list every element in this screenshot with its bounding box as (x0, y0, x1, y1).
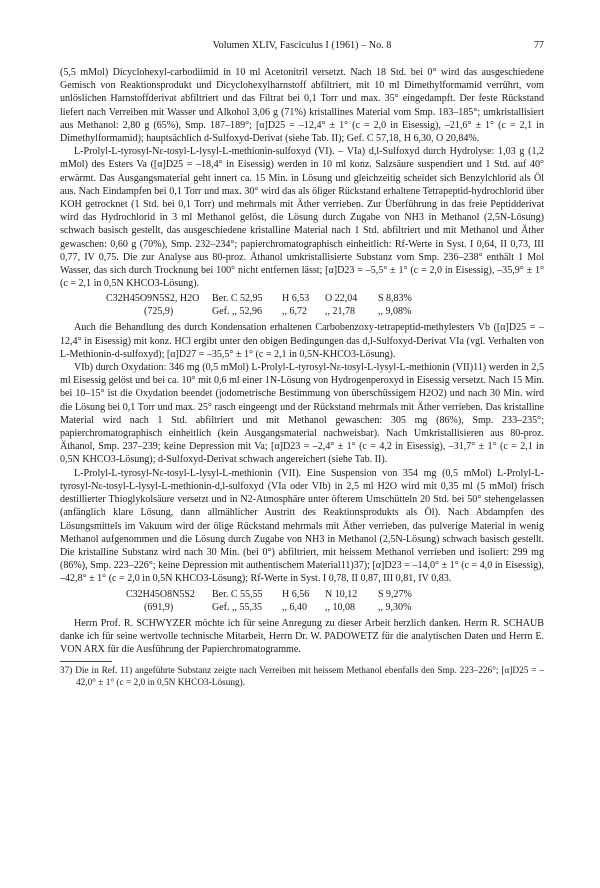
analysis-1-ber-c: Ber. C 52,95 (212, 293, 263, 305)
paragraph-dicyclohexyl: (5,5 mMol) Dicyclohexyl-carbodiimid in 10 ml Acetonitril versetzt. Nach 18 Std. bei 0° wird das ausgeschiedene Gemisch von Reaktionsprodukt und Dicyclohexylharnstoff abfiltriert, mit 10 ml Dimethylformamid verrührt, vom unlöslichen Harnstoffderivat abfiltriert und das Filtrat bei 0,1 Torr und max. 35° eingedampft. Der feste Rückstand liefert nach Verreiben mit Wasser und Alkohol 3,06 g (71%) kristallines Material vom Smp. 183–185°; umkristallisiert aus Methanol: 2,80 g (65%), Smp. 187–189°; [α]D25 = –12,4° ± 1° (c = 2,0 in Eisessig), –21,6° ± 1° (c = 2,1 in Dimethylformamid); hauptsächlich d-Sulfoxyd-Derivat (siehe Tab. II); Gef. C 57,18, H 6,30, O 20,84%. (60, 67, 544, 145)
analysis-1-mw: (725,9) (144, 306, 174, 318)
analysis-1-gef-h: ,, 6,72 (282, 306, 307, 318)
analysis-2-ber-n: N 10,12 (325, 588, 358, 600)
paragraph-methionin-vii: L-Prolyl-L-tyrosyl-Nε-tosyl-L-lysyl-L-methionin (VII). Eine Suspension von 354 mg (0,5 mMol) L-Prolyl-L-tyrosyl-Nε-tosyl-L-lysyl-L-methionin-d,l-sulfoxyd (VIa oder VIb) in 2,5 ml H2O wird mit 0,35 ml (5 mMol) frisch destillierter Thioglykolsäure versetzt und in N2-Atmosphäre unter öfterem Umschütteln 20 Std. bei 50° stehengelassen (anfänglich klare Lösung, dann allmählicher Austritt des Reaktionsprodukts als Öl). Nach Abdampfen des Lösungsmittels im Vakuum wird der ölige Rückstand mehrmals mit Äther verrieben, das pulverige Material in wenig Methanol aufgenommen und die Lösung durch Zugabe von NH3 in Methanol (2,5N-Lösung) schwach basisch gestellt. Die kristalline Substanz wird nach 30 Min. (bei 0°) abfiltriert, mit heissem Methanol verrieben und isoliert: 299 mg (86%), Smp. 223–226°; keine Depression mit authentischem Material11)37); [α]D23 = –14,0° ± 1° (c = 4,0 in Eisessig), –42,8° ± 1° (c = 2,0 in 0,5N KHCO3-Lösung); Rf-Werte in Syst. I 0,78, II 0,87, III 0,81, IV 0,83. (60, 467, 544, 585)
analysis-1-formula: C32H45O9N5S2, H2O (106, 293, 200, 305)
analysis-2-gef-n: ,, 10,08 (325, 601, 355, 613)
page (60, 40, 544, 689)
analysis-2-ber-c: Ber. C 55,55 (212, 588, 263, 600)
analysis-1-gef-o: ,, 21,78 (325, 306, 355, 318)
analysis-1-gef-s: ,, 9,08% (378, 306, 412, 318)
paragraph-acknowledgements: Herrn Prof. R. SCHWYZER möchte ich für seine Anregung zu dieser Arbeit herzlich danken. Herrn R. SCHAUB danke ich für seine wertvolle technische Mitarbeit, Herrn Dr. W. PADOWETZ für die analytischen Daten und Herrn E. VON ARX für die Ausführung der Papierchromatogramme. (60, 617, 544, 655)
footnote-37: 37) Die in Ref. 11) angeführte Substanz zeigte nach Verreiben mit heissem Methanol ebenfalls den Smp. 223–226°; [α]D25 = –42,0° ± 1° (c = 2,0 in 0,5N KHCO3-Lösung). (60, 666, 544, 689)
journal-volume-line: Volumen XLIV, Fasciculus I (1961) – No. 8 (212, 40, 392, 51)
analysis-2-gef-h: ,, 6,40 (282, 601, 307, 613)
analysis-2-ber-s: S 9,27% (378, 588, 412, 600)
analysis-1-ber-h: H 6,53 (282, 293, 310, 305)
paragraph-sulfoxyd-hydrolyse: L-Prolyl-L-tyrosyl-Nε-tosyl-L-lysyl-L-methionin-sulfoxyd (VI). – VIa) d,l-Sulfoxyd durch Hydrolyse: 1,03 g (1,2 mMol) des Esters Va ([α]D25 = –18,4° in Eisessig) werden in 10 ml konz. Salzsäure suspendiert und 1 Std. auf 40° erwärmt. Das Ausgangsmaterial geht innert ca. 15 Min. in Lösung und gleichzeitig scheidet sich Benzylchlorid als Öl aus. Nach Eindampfen bei 0,1 Torr und max. 30° wird das als öliger Rückstand erhaltene Tetrapeptid-hydrochlorid über KOH getrocknet (1 Std. bei 0,1 Torr) und mehrmals mit Äther verrieben. Zur Überführung in das freie Peptidderivat wird das Hydrochlorid in 3 ml Methanol gelöst, die Lösung durch Zugabe von NH3 in Methanol (2,5N-Lösung) schwach basisch gestellt, das ausgeschiedene kristalline Material nach 1 Std. abfiltriert und mit Methanol und Äther gewaschen: 0,60 g (70%), Smp. 232–234°; papierchromatographisch einheitlich: Rf-Werte in Syst. I 0,64, II 0,73, III 0,77, IV 0,75. Die zur Analyse aus 80-proz. Äthanol umkristallisierte Substanz vom Smp. 236–238° enthält 1 Mol Wasser, das sich durch Trocknung bei 100° nicht entfernen lässt; [α]D23 = –5,5° ± 1° (c = 2,0 in Eisessig), –35,9° ± 1° (c = 2,1 in 0,5N KHCO3-Lösung). (60, 146, 544, 290)
analysis-2-gef-s: ,, 9,30% (378, 601, 412, 613)
analysis-2-mw: (691,9) (144, 601, 174, 613)
article-body (60, 66, 544, 689)
paragraph-oxydation: VIb) durch Oxydation: 346 mg (0,5 mMol) L-Prolyl-L-tyrosyl-Nε-tosyl-L-lysyl-L-methionin (VII)11) werden in 2,5 ml Eisessig gelöst und bei ca. 10° mit 0,6 ml einer 1N-Lösung von Hydrogenperoxyd in Eisessig versetzt. Nach 15 Min. bei 10–15° ist die Oxydation beendet (jodometrische Bestimmung von überschüssigem H2O2) und nach 30 Min. wird die Lösung bei 0,1 Torr und max. 25° rasch eingeengt und der Rückstand mehrmals mit Äther verrieben. Das kristalline Material wird nach 1 Std. abfiltriert und mit Methanol gewaschen: 305 mg (86%), Smp. 233–235°; papierchromatographisch einheitlich (kein Ausgangsmaterial nachweisbar). Nach Umkristallisieren aus 80-proz. Äthanol, Smp. 237–239; keine Depression mit Va; [α]D23 = –2,4° ± 1° (c = 4,2 in Eisessig), –31,7° ± 1° (c = 2,1 in 0,5N KHCO3-Lösung); d-Sulfoxyd-Derivat schwach angereichert (siehe Tab. II). (60, 362, 544, 466)
elemental-analysis-2 (60, 588, 544, 614)
analysis-1-ber-o: O 22,04 (325, 293, 358, 305)
analysis-2-gef-c: Gef. ,, 55,35 (212, 601, 262, 613)
footnote-separator (60, 661, 112, 662)
running-header (60, 40, 544, 58)
page-number: 77 (533, 40, 544, 51)
paragraph-carbobenzoxy: Auch die Behandlung des durch Kondensation erhaltenen Carbobenzoxy-tetrapeptid-methylesters Vb ([α]D25 = –12,4° in Eisessig) mit konz. HCl ergibt unter den obigen Bedingungen das d,l-Sulfoxyd-Derivat VIa (vgl. Verhalten von L-Methionin-d-sulfoxyd); [α]D27 = –35,5° ± 1° (c = 2,1 in 0,5N-KHCO3-Lösung). (60, 322, 544, 360)
analysis-2-ber-h: H 6,56 (282, 588, 310, 600)
elemental-analysis-1 (60, 292, 544, 318)
analysis-1-ber-s: S 8,83% (378, 293, 412, 305)
analysis-2-formula: C32H45O8N5S2 (126, 588, 195, 600)
analysis-1-gef-c: Gef. ,, 52,96 (212, 306, 262, 318)
